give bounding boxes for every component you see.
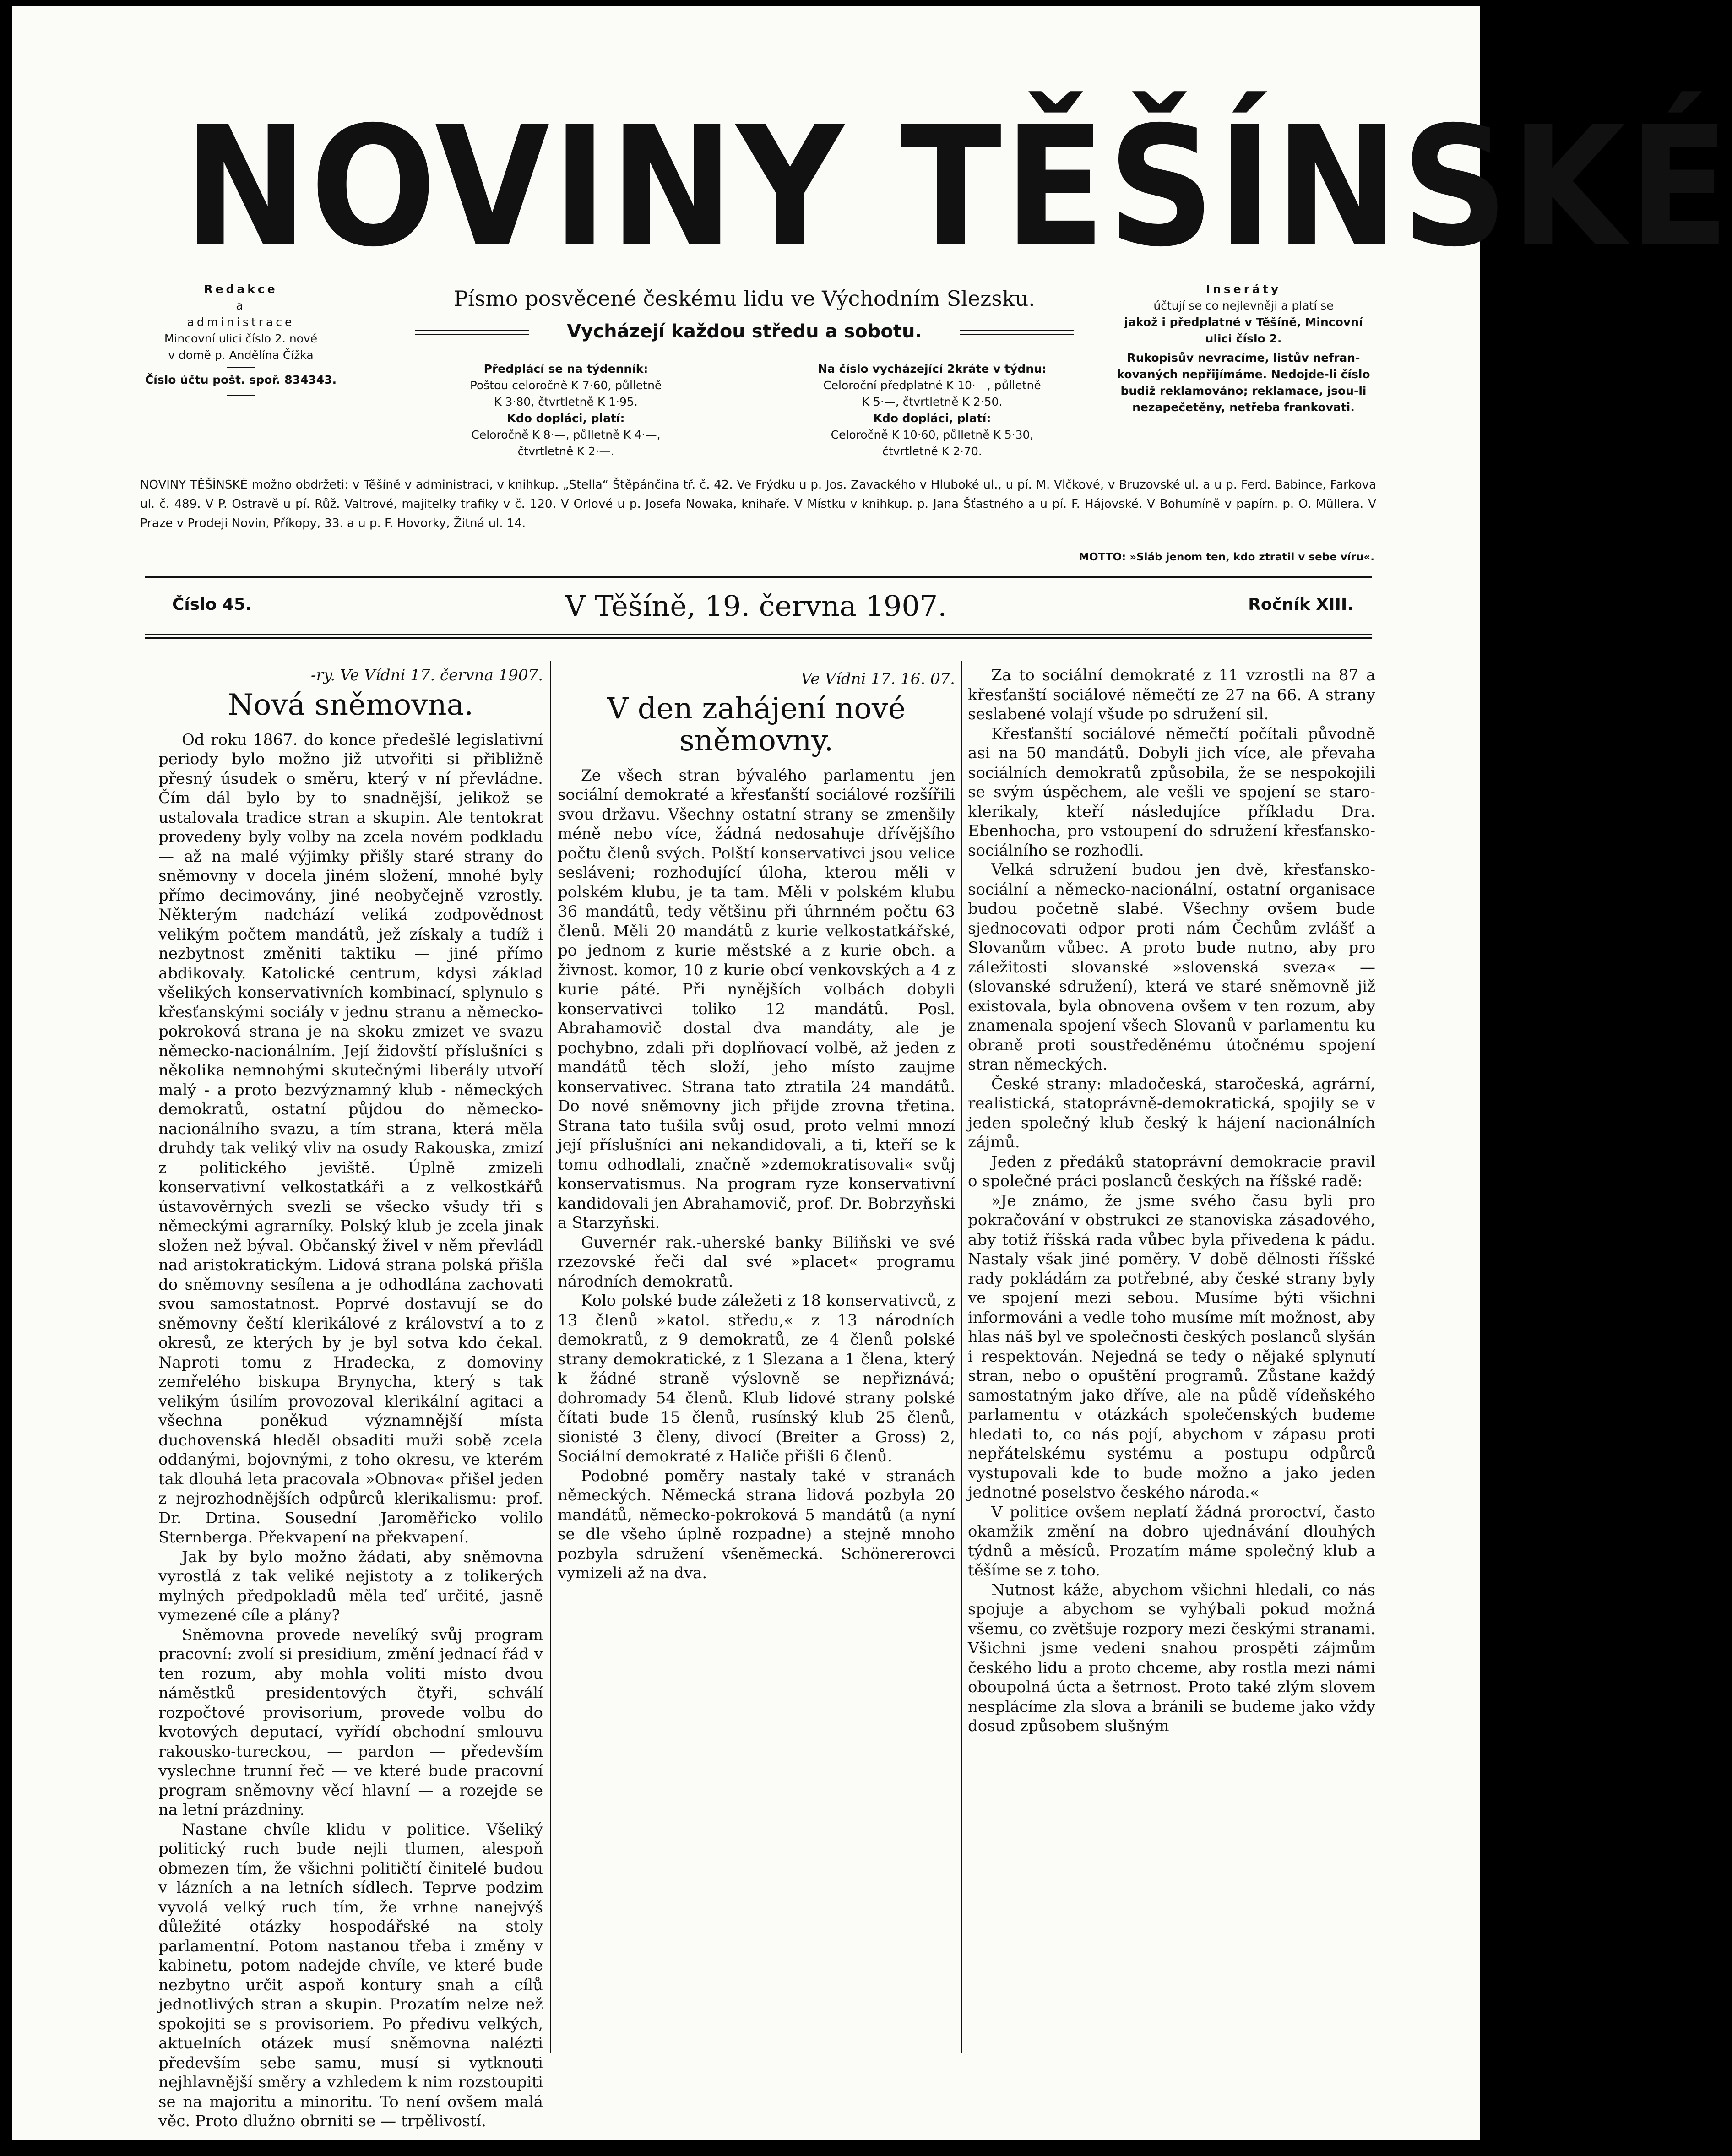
article1-dateline: -ry. Ve Vídni 17. června 1907. — [311, 666, 543, 684]
article1-paragraph: Nastane chvíle klidu v politice. Všeliký politický ruch bude nejli tlumen, alespoň obmezen tím, že všichni političtí činitelé budou v lázních a na letních sídlech. Teprve podzim vyvolá velký ruch tím, že vrhne nanejvýš důležité otázky hospodářské na stoly parlamentní. Potom nastanou třeba i změny v kabinetu, potom nadejde chvíle, ve které bude nezbytno určit aspoň kontury snah a cílů jednotlivých stran a skupin. Prozatím nelze než spokojiti se s provisoriem. Po předivu velkých, aktuelních otázek musí sněmovna nalézti především sebe samu, musí si vytknouti nejhlavnější směry a vzhledem k nim rozstoupiti se na majoritu a minoritu. To není ovšem malá věc. Proto dlužno obrniti se — trpělivostí. — [158, 1820, 543, 2130]
article1-paragraph: Jak by bylo možno žádati, aby sněmovna vyrostlá z tak veliké nejistoty a z tolikerých mylných předpokladů měla teď určité, jasně vymezené cíle a plány? — [158, 1548, 543, 1624]
subtitle: Písmo posvěcené českému lidu ve Východním Slezsku. — [454, 286, 1035, 311]
newspaper-page — [12, 6, 1732, 2140]
article2-paragraph: České strany: mladočeská, staročeská, agrární, realistická, statoprávně-demokratická, spojily se v jeden společný klub český k hájení nacionálních zájmů. — [968, 1075, 1375, 1151]
prices-weekly-line4: čtvrtletně K 2·—. — [517, 445, 614, 458]
inserts-line3: ulici číslo 2. — [1205, 332, 1282, 345]
article2-paragraph: Kolo polské bude záležeti z 18 konservativců, z 13 členů »katol. středu,« z 13 národních demokratů, z 9 demokratů, ze 4 členů polské strany demokratické, z 1 Slezana a 1 člena, který k žádné straně výslovně se nepřiznává; dohromady 54 členů. Klub lidové strany polské čítati bude 15 členů, rusínský klub 25 členů, sionisté 3 členy, divocí (Breiter a Gross) 2, Sociální demokraté z Haliče přišli 6 členů. — [558, 1292, 955, 1466]
editorial-address2: v domě p. Andělína Čížka — [168, 348, 314, 362]
prices-weekly-line1: Poštou celoročně K 7·60, půlletně — [470, 379, 662, 392]
editorial-line2: administrace — [187, 315, 295, 329]
prices-weekly-line2: K 3·80, čtvrtletně K 1·95. — [494, 395, 638, 408]
article2-paragraph: »Je známo, že jsme svého času byli pro pokračování v obstrukci ze stanoviska zásadového, aby totiž říšská rada vůbec byla přivedena k pádu. Nastaly však jiné poměry. V době dělnosti říšské rady pokládám za potřebné, aby české strany byly ve spojení mezi sebou. Musíme býti všichni informováni a vedle toho musíme mít možnost, aby hlas náš byl ve společnosti českých poslanců slyšán i respektován. Nejedná se tedy o nějaké splynutí stran, nebo o opuštění programů. Zůstane každý samostatným jako dříve, ale na půdě vídeňského parlamentu v otázkách společenských budeme hledati to, co nás pojí, abychom v zápasu proti nepřátelskému systému a postupu odpůrců vystupovali kde to bude možno a jako jeden jednotné poselstvo českého národa.« — [968, 1191, 1375, 1502]
inserts-box — [1097, 281, 1390, 416]
prices-biweekly-line2: K 5·—, čtvrtletně K 2·50. — [862, 395, 1003, 408]
article2-paragraph: Guvernér rak.-uherské banky Biliňski ve své rzezovské řeči dal své »placet« programu národních demokratů. — [558, 1233, 955, 1291]
column-divider-1 — [550, 661, 551, 2053]
column-2 — [558, 666, 955, 2053]
editorial-heading: Redakce — [204, 282, 278, 296]
column-3 — [968, 666, 1375, 2053]
column-divider-2 — [961, 661, 962, 2053]
prices-weekly-line3: Celoročně K 8·—, půlletně K 4·—, — [471, 428, 661, 441]
prices-biweekly-line1: Celoroční předplatné K 10·—, půlletně — [823, 379, 1041, 392]
article2-paragraph: V politice ovšem neplatí žádná proroctví, často okamžik změní na dobro ujednávání dlouhých týdnů a měsíců. Prozatím máme společný klub a těšíme se z toho. — [968, 1503, 1375, 1580]
inserts-heading: Inseráty — [1205, 282, 1281, 296]
prices-biweekly-line4: čtvrtletně K 2·70. — [882, 445, 982, 458]
prices-biweekly — [772, 361, 1092, 460]
prices-biweekly-line3: Celoročně K 10·60, půlletně K 5·30, — [831, 428, 1034, 441]
editorial-box — [113, 281, 369, 402]
article1-paragraph: Od roku 1867. do konce předešlé legislativní periody bylo možno již utvořiti si přibližně přesný úsudek o směru, který v ní převládne. Čím dál bylo by to snadnější, jelikož se ustalovala tradice stran a skupin. Ale tentokrat provedeny byly volby na zcela novém podkladu — až na malé výjimky přišly staré strany do sněmovny v docela jiném složení, mnohé byly přímo decimovány, jiné neobyčejně vzrostly. Některým nadchází veliká zodpovědnost velikým počtem mandátů, jež získaly a tudíž i nezbytnost změniti taktiku — jiné přímo abdikovaly. Katolické centrum, kdysi základ všelikých konservativních kombinací, splynulo s křesťanskými sociály v jednu stranu a německo-pokroková strana je na skoku zmizet ve svazu německo-nacionálním. Její židovští příslušníci s několika nemnohými skutečnými liberály utvoří malý - a proto bezvýznamný klub - německých demokratů, ostatní půjdou do německo-nacionálního svazu, a tím strana, která měla druhdy tak veliký vliv na osudy Rakouska, zmizí z politického jeviště. Úplně zmizeli konservativní velkostatkáři a z velkostkářů ústavověrných svezli se všecko všudy tři s německými agrarníky. Polský klub je zcela jinak složen než býval. Občanský živel v něm převládl nad aristokratickým. Lidová strana polská přišla do sněmovny sesílena a je odhodlána zachovati svou samostatnost. Poprvé dostavují se do sněmovny čeští klerikálové z království a to z okresů, ze kterých by je byl sotva kdo čekal. Naproti tomu z Hradecka, z domoviny zemřelého biskupa Brynycha, který s tak velikým úsilím provozoval klerikální agitaci a všechna poněkud významnější místa duchovenská hleděl obsaditi muži sobě zcela oddanými, bojovnými, z toho okresu, ve kterém tak dlouhá leta pracovala »Obnova« přišel jeden z nejrozhodnějších odpůrců klerikalismu: prof. Dr. Drtina. Sousední Jaroměřicko volilo Sternberga. Překvapení na překvapení. — [158, 730, 543, 1547]
inserts-line4: Rukopisův nevracíme, listův nefran- — [1127, 351, 1360, 364]
issue-year: Ročník XIII. — [1248, 595, 1353, 614]
header-rule-bottom — [145, 637, 1372, 639]
article2-title: V den zahájení nové sněmovny. — [607, 691, 906, 758]
prices-weekly-subheading: Kdo dopláci, platí: — [507, 412, 625, 425]
editorial-divider — [227, 367, 255, 368]
article2-dateline: Ve Vídni 17. 16. 07. — [801, 670, 955, 688]
header-rule-bottom-thin — [145, 634, 1372, 635]
editorial-divider-2 — [227, 395, 255, 396]
distribution-notice: NOVINY TĚŠÍNSKÉ možno obdržeti: v Těšíně v administraci, v knihkup. „Stella“ Štěpánčina tř. č. 42. Ve Frýdku u p. Jos. Zavackého v Hluboké ul., u pí. M. Vlčkové, v Bruzovské ul. a u p. Ferd. Babince, Farkova ul. č. 489. V P. Ostravě u pí. Růž. Valtrové, majitelky trafiky v č. 120. V Orlové u p. Josefa Nowaka, knihaře. V Místku v knihkup. p. Jana Šťastného a u pí. F. Hájovské. V Bohumíně v papírn. p. O. Müllera. V Praze v Prodeji Novin, Příkopy, 33. a u p. F. Hovorky, Žitná ul. 14. — [140, 478, 1376, 530]
inserts-line7: nezapečetěny, netřeba frankovati. — [1132, 401, 1355, 414]
inserts-line5: kovaných nepřijímáme. Nedojde-li číslo — [1117, 368, 1370, 381]
prices-weekly — [415, 361, 717, 460]
header-rule-top — [145, 576, 1372, 578]
prices-biweekly-subheading: Kdo dopláci, platí: — [873, 412, 991, 425]
article2-paragraph: Za to sociální demokraté z 11 vzrostli na 87 a křesťanští sociálové němečtí ze 27 na 66. A strany seslabené volají všude po sdružení sil. — [968, 666, 1375, 723]
issue-date: V Těšíně, 19. června 1907. — [565, 589, 947, 623]
editorial-address1: Mincovní ulici číslo 2. nové — [164, 332, 318, 345]
issue-number: Číslo 45. — [172, 595, 252, 614]
masthead-title: NOVINY TĚŠÍNSKÉ — [184, 91, 1732, 283]
article2-paragraph: Křesťanští sociálové němečtí počítali původně asi na 50 mandátů. Dobyli jich více, ale převaha sociálních demokratů způsobila, že se nespokojili se svým úspěchem, ale vešli ve spojení se staro-klerikaly, kteří následujíce příkladu Dra. Ebenhocha, pro vstoupení do sdružení křesťansko-sociálního se rozhodli. — [968, 724, 1375, 860]
article1-title: Nová sněmovna. — [228, 688, 474, 722]
article1-paragraph: Sněmovna provede nevelíký svůj program pracovní: zvolí si presidium, změní jednací řád v ten rozum, aby mohla voliti místo dvou náměstků presidentových čtyři, schválí rozpočtové provisorium, provede volbu do kvotových deputací, vyřídí obchodní smlouvu rakousko-tureckou, — pardon — především vyslechne trunní řeč — ve které bude pracovní program sněmovny věcí hlavní — a rozejde se na letní prázdniny. — [158, 1625, 543, 1819]
inserts-line1: účtují se co nejlevněji a platí se — [1153, 299, 1334, 312]
editorial-line1: a — [236, 299, 246, 312]
column-1 — [158, 666, 543, 2130]
issue-bar — [145, 587, 1367, 625]
article2-paragraph: Jeden z předáků statoprávní demokracie pravil o společné práci poslanců českých na říšské radě: — [968, 1152, 1375, 1190]
article2-paragraph: Velká sdružení budou jen dvě, křesťansko-sociální a německo-nacionální, ostatní organisace budou početně slabé. Všechny ovšem bude sjednocovati odpor proti nám Čechům zvlášť a Slovanům vůbec. A proto bude nutno, aby pro záležitosti slovanské »slovenská sveza« — (slovanské sdružení), která ve staré sněmovně již existovala, byla obnovena ovšem v ten rozum, aby znamenala spojení všech Slovanů v parlamentu ku obraně proti soustředěnému útočnému spojení stran německých. — [968, 861, 1375, 1074]
prices-weekly-heading: Předplácí se na týdenník: — [483, 362, 648, 375]
editorial-account: Číslo účtu pošt. spoř. 834343. — [145, 373, 337, 386]
inserts-line2: jakož i předplatné v Těšíně, Mincovní — [1124, 315, 1363, 329]
article2-paragraph: Ze všech stran bývalého parlamentu jen sociální demokraté a křesťanští sociálové rozšířili svou državu. Všechny ostatní strany se zmenšily méně nebo více, žádná nedosahuje dřívějšího počtu členů svých. Polští konservativci jsou velice sesláveni; rozhodující úloha, kterou měli v polském klubu, je ta tam. Měli v polském klubu 36 mandátů, tedy většinu při úhrnném počtu 63 členů. Měli 20 mandátů z kurie velkostatkářské, po jednom z kurie městské a z kurie obch. a živnost. komor, 10 z kurie obcí venkovských a 4 z kurie páté. Při nynějších volbách dobyli konservativci toliko 12 mandátů. Posl. Abrahamovič dostal dva mandáty, ale je pochybno, zdali při doplňovací volbě, až jeden z mandátů těch složí, jeho místo zaujme konservativec. Strana tato ztratila 24 mandátů. Do nové sněmovny jich přijde zrovna třetina. Strana tato tušila svůj osud, proto velmi mnozí její příslušníci ani nekandidovali, a ti, kteří se k tomu odhodlali, značně »zdemokratisovali« svůj konservatismus. Na program ryze konservativní kandidovali jen Abrahamovič, prof. Dr. Bobrzyňski a Starzyňski. — [558, 766, 955, 1232]
prices-biweekly-heading: Na číslo vycházející 2kráte v týdnu: — [818, 362, 1047, 375]
inserts-line6: budiž reklamováno; reklamace, jsou-li — [1120, 384, 1367, 397]
motto: MOTTO: »Sláb jenom ten, kdo ztratil v sebe víru«. — [1079, 551, 1374, 563]
article2-paragraph: Nutnost káže, abychom všichni hledali, co nás spojuje a abychom se vyhýbali pokud možná všemu, co zvětšuje rozpory mezi českými stranami. Všichni jsme vedeni snahou prospěti zájmům českého lidu a proto chceme, aby rostla mezi námi oboupolná úcta a šetrnost. Proto také zlým slovem nesplácíme zla slova a bránili se budeme jako vždy dosud způsobem slušným — [968, 1580, 1375, 1735]
publication-schedule: Vycházejí každou středu a sobotu. — [415, 318, 1074, 345]
article2-paragraph: Podobné poměry nastaly také v stranách německých. Německá strana lidová pozbyla 20 mandátů, německo-pokroková 5 mandátů (a nyní se dle všeho úplně rozpadne) a stejně mnoho pozbyla sdružení všeněmecká. Schönererovci vymizeli až na dva. — [558, 1466, 955, 1582]
